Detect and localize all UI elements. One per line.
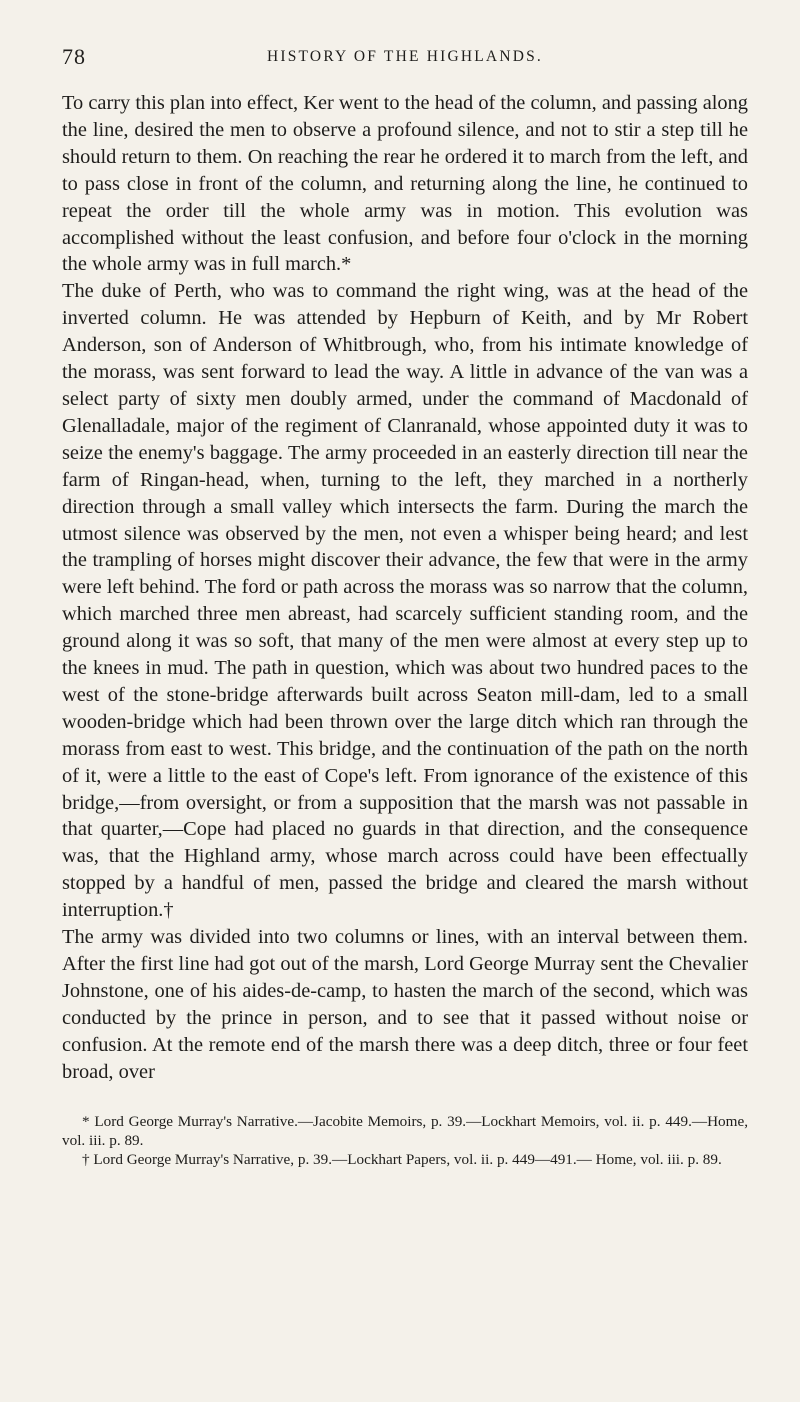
footnote-1: * Lord George Murray's Narrative.—Jacobite Memoirs, p. 39.—Lockhart Memoirs, vol. ii. p. 449.—Home, vol. iii. p. 89. bbox=[62, 1112, 748, 1149]
body-text bbox=[62, 90, 748, 1086]
footnote-2: † Lord George Murray's Narrative, p. 39.—Lockhart Papers, vol. ii. p. 449—491.— Home, vol. iii. p. 89. bbox=[82, 1150, 722, 1168]
paragraph-2: The duke of Perth, who was to command the right wing, was at the head of the inverted column. He was attended by Hepburn of Keith, and by Mr Robert Anderson, son of Anderson of Whitbrough, who, from his intimate knowledge of the morass, was sent forward to lead the way. A little in advance of the van was a select party of sixty men doubly armed, under the command of Macdonald of Glenalladale, major of the regiment of Clanranald, whose appointed duty it was to seize the enemy's baggage. The army proceeded in an easterly direction till near the farm of Ringan-head, when, turning to the left, they marched in a northerly direction through a small valley which intersects the farm. During the march the utmost silence was observed by the men, not even a whisper being heard; and lest the trampling of horses might discover their advance, the few that were in the army were left behind. The ford or path across the morass was so narrow that the column, which marched three men abreast, had scarcely sufficient standing room, and the ground along it was so soft, that many of the men were almost at every step up to the knees in mud. The path in question, which was about two hundred paces to the west of the stone-bridge afterwards built across Seaton mill-dam, led to a small wooden-bridge which had been thrown over the large ditch which ran through the morass from east to west. This bridge, and the continuation of the path on the north of it, were a little to the east of Cope's left. From ignorance of the existence of this bridge,—from oversight, or from a supposition that the marsh was not passable in that quarter,—Cope had placed no guards in that direction, and the consequence was, that the Highland army, whose march across could have been effectually stopped by a handful of men, passed the bridge and cleared the marsh without interruption.† bbox=[62, 280, 748, 922]
page-header bbox=[62, 44, 748, 84]
paragraph-3: The army was divided into two columns or lines, with an interval between them. After the first line had got out of the marsh, Lord George Murray sent the Chevalier Johnstone, one of his aides-de-camp, to hasten the march of the second, which was conducted by the prince in person, and to see that it passed without noise or confusion. At the remote end of the marsh there was a deep ditch, three or four feet broad, over bbox=[62, 926, 748, 1083]
footnotes bbox=[62, 1112, 748, 1169]
paragraph-1: To carry this plan into effect, Ker went to the head of the column, and passing along the line, desired the men to observe a profound silence, and not to stir a step till he should return to them. On reaching the rear he ordered it to march from the left, and to pass close in front of the column, and returning along the line, he continued to repeat the order till the whole army was in motion. This evolution was accomplished without the least confusion, and before four o'clock in the morning the whole army was in full march.* bbox=[62, 92, 748, 276]
running-head: HISTORY OF THE HIGHLANDS. bbox=[266, 48, 544, 65]
page-number: 78 bbox=[62, 44, 86, 69]
